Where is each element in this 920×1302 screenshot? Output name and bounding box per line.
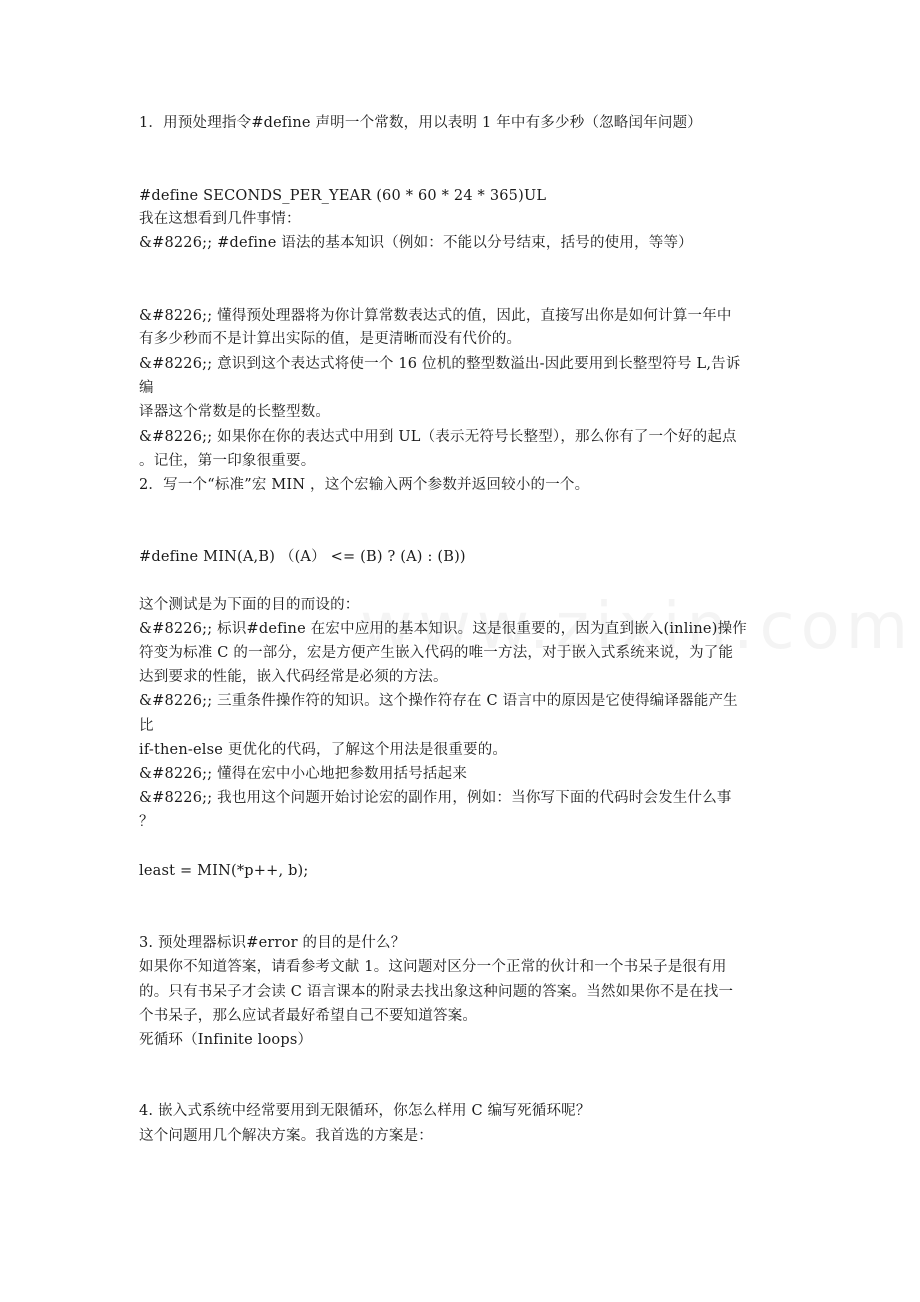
paragraph-line: 。记住，第一印象很重要。 <box>139 453 316 469</box>
paragraph-line: if-then-else 更优化的代码，了解这个用法是很重要的。 <box>139 742 508 758</box>
paragraph-line: ？ <box>139 814 154 830</box>
paragraph-line: 这个问题用几个解决方案。我首选的方案是： <box>139 1128 433 1144</box>
bullet-line: &#8226;; 懂得预处理器将为你计算常数表达式的值，因此，直接写出你是如何计算一年中 <box>139 308 732 324</box>
bullet-line: &#8226;; 意识到这个表达式将使一个 16 位机的整型数溢出-因此要用到长整型符号 L,告诉 <box>139 356 741 372</box>
question-1-title: 1．用预处理指令#define 声明一个常数，用以表明 1 年中有多少秒（忽略闰年问题） <box>139 115 703 131</box>
question-3-title: 3. 预处理器标识#error 的目的是什么？ <box>139 935 406 951</box>
paragraph-line: 个书呆子，那么应试者最好希望自己不要知道答案。 <box>139 1008 478 1024</box>
paragraph-line: 这个测试是为下面的目的而设的： <box>139 597 360 613</box>
question-4-title: 4. 嵌入式系统中经常要用到无限循环，你怎么样用 C 编写死循环呢？ <box>139 1103 591 1119</box>
paragraph-line: 比 <box>139 718 154 734</box>
bullet-line: &#8226;; 标识#define 在宏中应用的基本知识。这是很重要的，因为直到嵌入(inline)操作 <box>139 621 747 637</box>
bullet-line: &#8226;; 三重条件操作符的知识。这个操作符存在 C 语言中的原因是它使得编译器能产生 <box>139 693 738 709</box>
question-2-title: 2．写一个“标准”宏 MIN ，这个宏输入两个参数并返回较小的一个。 <box>139 477 590 493</box>
paragraph-line: 达到要求的性能，嵌入代码经常是必须的方法。 <box>139 669 448 685</box>
paragraph-line: 有多少秒而不是计算出实际的值，是更清晰而没有代价的。 <box>139 331 522 347</box>
code-seconds-per-year: #define SECONDS_PER_YEAR (60 * 60 * 24 * 365)UL <box>139 188 547 204</box>
code-min-macro: #define MIN(A,B) （(A） <= (B) ? (A) : (B)) <box>139 549 466 565</box>
bullet-line: &#8226;; 我也用这个问题开始讨论宏的副作用，例如：当你写下面的代码时会发生什么事 <box>139 790 732 806</box>
bullet-line: &#8226;; 懂得在宏中小心地把参数用括号括起来 <box>139 766 468 782</box>
code-least-min: least = MIN(*p++, b); <box>139 863 309 879</box>
paragraph-line: 符变为标准 C 的一部分，宏是方便产生嵌入代码的唯一方法，对于嵌入式系统来说，为了能 <box>139 645 734 661</box>
section-heading: 死循环（Infinite loops） <box>139 1032 313 1048</box>
paragraph-line: 译器这个常数是的长整型数。 <box>139 404 331 420</box>
bullet-line: &#8226;; 如果你在你的表达式中用到 UL（表示无符号长整型），那么你有了一个好的起点 <box>139 429 737 445</box>
paragraph-line: 的。只有书呆子才会读 C 语言课本的附录去找出象这种问题的答案。当然如果你不是在找一 <box>139 984 734 1000</box>
bullet-line: &#8226;; #define 语法的基本知识（例如：不能以分号结束，括号的使用，等等） <box>139 235 693 251</box>
paragraph-line: 我在这想看到几件事情： <box>139 211 301 227</box>
paragraph-line: 如果你不知道答案，请看参考文献 1。这问题对区分一个正常的伙计和一个书呆子是很有用 <box>139 959 727 975</box>
paragraph-line: 编 <box>139 380 154 396</box>
